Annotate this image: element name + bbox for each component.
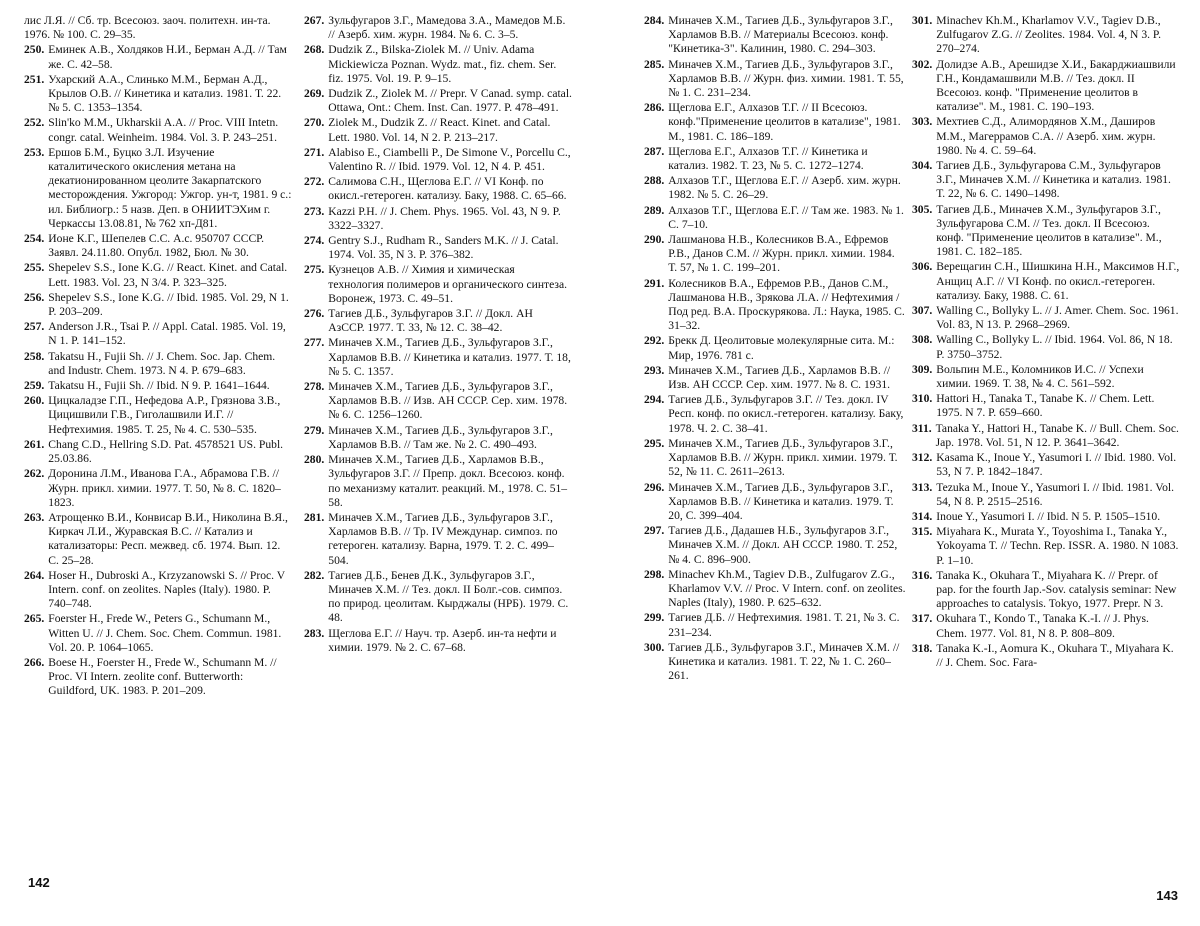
reference-number: 260.: [24, 394, 45, 408]
reference-entry: [24, 116, 292, 144]
reference-text: Тагиев Д.Б., Миначев Х.М., Зульфугаров З.Г., Зульфугарова С.М. // Тез. докл. II Всесоюз. конф. "Применение цеолитов в катализе". М., 1981. С. 182–185.: [936, 202, 1162, 259]
reference-entry: [24, 569, 292, 612]
reference-number: 253.: [24, 145, 45, 159]
reference-text: лис Л.Я. // Сб. тр. Всесоюз. заоч. политехн. ин-та. 1976. № 100. С. 29–35.: [24, 14, 271, 42]
reference-number: 298.: [644, 567, 665, 581]
reference-text: Hattori H., Tanaka T., Tanabe K. // Chem. Lett. 1975. N 7. P. 659–660.: [936, 392, 1155, 420]
reference-entry: [644, 204, 906, 232]
reference-text: Tanaka K., Okuhara T., Miyahara K. // Prepr. of pap. for the fourth Jap.-Sov. catalysis seminar: New approaches to catalysis. Tokyo, 1977. Prepr. N 3.: [936, 568, 1177, 611]
reference-number: 284.: [644, 14, 665, 27]
reference-entry: [304, 336, 572, 379]
reference-text: Алхазов Т.Г., Щеглова Е.Г. // Там же. 1983. № 1. С. 7–10.: [668, 203, 904, 231]
reference-text: Миначев Х.М., Тагиев Д.Б., Зульфугаров З.Г., Харламов В.В. // Изв. АН СССР. Сер. хим. 1978. № 6. С. 1256–1260.: [328, 380, 568, 422]
reference-number: 292.: [644, 334, 665, 348]
reference-entry: [304, 43, 572, 86]
reference-number: 263.: [24, 510, 45, 524]
reference-entry: [644, 481, 906, 524]
reference-text: Minachev Kh.M., Kharlamov V.V., Tagiev D.B., Zulfugarov Z.G. // Zeolites. 1984. Vol. 4, N 3. P. 270–274.: [936, 14, 1161, 56]
reference-entry: [24, 656, 292, 699]
reference-number: 277.: [304, 336, 325, 350]
reference-number: 285.: [644, 57, 665, 71]
reference-entry: [912, 203, 1180, 260]
reference-number: 258.: [24, 349, 45, 363]
reference-text: Minachev Kh.M., Tagiev D.B., Zulfugarov Z.G., Kharlamov V.V. // Proc. V Intern. conf. on zeolites. Naples (Italy), 1980. P. 625–632.: [668, 567, 906, 610]
reference-number: 267.: [304, 14, 325, 27]
reference-entry: [644, 174, 906, 202]
reference-number: 275.: [304, 263, 325, 277]
reference-number: 313.: [912, 480, 933, 494]
reference-text: Зульфугаров З.Г., Мамедова З.А., Мамедов М.Б. // Азерб. хим. журн. 1984. № 6. С. 3–5.: [328, 14, 566, 42]
reference-text: Alabiso E., Ciambelli P., De Simone V., Porcellu C., Valentino R. // Ibid. 1979. Vol. 12, N 4. P. 451.: [328, 145, 571, 174]
reference-entry: [644, 334, 906, 362]
reference-column-3: [644, 14, 906, 684]
page-number-right: 143: [1156, 888, 1178, 903]
reference-number: 281.: [304, 510, 325, 524]
reference-number: 282.: [304, 568, 325, 582]
reference-number: 289.: [644, 203, 665, 217]
reference-entry: [304, 234, 572, 262]
reference-text: Щеглова Е.Г., Алхазов Т.Г. // II Всесоюз. конф."Применение цеолитов в катализе", 1981. М., 1981. С. 186–189.: [668, 101, 901, 143]
reference-text: Миначев Х.М., Тагиев Д.Б., Зульфугаров З.Г., Харламов В.В. // Кинетика и катализ. 1979. Т. 20, С. 399–404.: [668, 480, 894, 522]
reference-text: Щеглова Е.Г., Алхазов Т.Г. // Кинетика и катализ. 1982. Т. 23, № 5. С. 1272–1274.: [668, 144, 868, 173]
reference-text: Миначев Х.М., Тагиев Д.Б., Зульфугаров З.Г., Харламов В.В. // Тр. IV Междунар. симпоз. по гетероген. катализу. Варна, 1979. Т. 2. С. 499–504.: [328, 510, 558, 567]
reference-number: 269.: [304, 87, 325, 101]
reference-text: Миначев Х.М., Тагиев Д.Б., Зульфугаров З.Г., Харламов В.В. // Материалы Всесоюз. конф. "Кинетика-3". Калинин, 1980. С. 294–303.: [668, 14, 893, 56]
reference-number: 257.: [24, 320, 45, 334]
reference-number: 252.: [24, 116, 45, 130]
reference-text: Верещагин С.Н., Шишкина Н.Н., Максимов Н.Г., Анщиц А.Г. // VI Конф. по окисл.-гетероген. катализу. Баку, 1988. С. 61.: [936, 260, 1180, 302]
reference-number: 276.: [304, 307, 325, 321]
reference-text: Slin'ko M.M., Ukharskii A.A. // Proc. VIII Intetn. congr. catal. Weinheim. 1984. Vol. 3. P. 243–251.: [48, 116, 279, 144]
reference-entry: [24, 467, 292, 510]
reference-entry: [912, 525, 1180, 568]
reference-entry: [304, 511, 572, 568]
reference-text: Takatsu H., Fujii Sh. // J. Chem. Soc. Jap. Chem. and Industr. Chem. 1973. N 4. P. 679–683.: [48, 349, 276, 377]
reference-entry: [912, 304, 1180, 332]
reference-number: 296.: [644, 480, 665, 494]
reference-number: 300.: [644, 640, 665, 654]
reference-text: Алхазов Т.Г., Щеглова Е.Г. // Азерб. хим. журн. 1982. № 5. С. 26–29.: [668, 174, 901, 202]
reference-number: 312.: [912, 451, 933, 465]
reference-number: 283.: [304, 626, 325, 640]
reference-text: Okuhara T., Kondo T., Tanaka K.-I. // J. Phys. Chem. 1977. Vol. 81, N 8. P. 808–809.: [936, 612, 1149, 640]
reference-entry: [24, 14, 292, 42]
reference-text: Kasama K., Inoue Y., Yasumori I. // Ibid. 1980. Vol. 53, N 7. P. 1842–1847.: [936, 451, 1177, 479]
reference-entry: [644, 14, 906, 57]
reference-text: Anderson J.R., Tsai P. // Appl. Catal. 1985. Vol. 19, N 1. P. 141–152.: [48, 320, 286, 348]
reference-number: 301.: [912, 14, 933, 27]
reference-entry: [644, 364, 906, 392]
reference-number: 293.: [644, 363, 665, 377]
reference-text: Миначев Х.М., Тагиев Д.Б., Харламов В.В., Зульфугаров З.Г. // Препр. докл. Всесоюз. конф. по механизму каталит. реакций. М., 1978. С. 51–58.: [328, 453, 568, 509]
reference-entry: [644, 393, 906, 436]
reference-text: Колесников В.А., Ефремов Р.В., Данов С.М., Лашманова Н.В., Зрякова Л.А. // Нефтехимия / Под ред. В.А. Проскурякова. Л.: Наука, 1985. С. 31–32.: [668, 276, 905, 333]
reference-entry: [24, 291, 292, 319]
reference-text: Миначев Х.М., Тагиев Д.Б., Зульфугаров З.Г., Харламов В.В. // Кинетика и катализ. 1977. Т. 18, № 5. С. 1357.: [328, 336, 571, 378]
reference-number: 314.: [912, 509, 933, 523]
reference-text: Shepelev S.S., Ione K.G. // Ibid. 1985. Vol. 29, N 1. P. 203–209.: [48, 290, 289, 319]
reference-text: Tezuka M., Inoue Y., Yasumori I. // Ibid. 1981. Vol. 54, N 8. P. 2515–2516.: [936, 480, 1175, 508]
reference-number: 280.: [304, 453, 325, 467]
reference-entry: [304, 175, 572, 203]
reference-entry: [304, 263, 572, 306]
reference-number: 294.: [644, 393, 665, 407]
reference-text: Ухарский А.А., Слинько М.М., Берман А.Д., Крылов О.В. // Кинетика и катализ. 1981. Т. 22. № 5. С. 1353–1354.: [48, 72, 282, 115]
reference-text: Ионе К.Г., Шепелев С.С. А.с. 950707 СССР. Заявл. 24.11.80. Опубл. 1982, Бюл. № 30.: [48, 232, 265, 260]
reference-text: Тагиев Д.Б., Зульфугаров З.Г., Миначев Х.М. // Кинетика и катализ. 1981. Т. 22, № 1. С. 260–261.: [668, 640, 900, 683]
reference-number: 288.: [644, 174, 665, 188]
reference-text: Еминек А.В., Холдяков Н.И., Берман А.Д. // Там же. С. 42–58.: [48, 43, 287, 71]
reference-text: Kazzi P.H. // J. Chem. Phys. 1965. Vol. 43, N 9. P. 3322–3327.: [328, 204, 561, 232]
reference-number: 315.: [912, 525, 933, 539]
reference-text: Walling C., Bollyky L. // J. Amer. Chem. Soc. 1961. Vol. 83, N 13. P. 2968–2969.: [936, 304, 1179, 332]
reference-entry: [24, 612, 292, 655]
reference-number: 299.: [644, 611, 665, 625]
reference-text: Щеглова Е.Г. // Науч. тр. Азерб. ин-та нефти и химии. 1979. № 2. С. 67–68.: [328, 626, 557, 654]
reference-entry: [912, 333, 1180, 361]
reference-number: 279.: [304, 423, 325, 437]
reference-entry: [644, 437, 906, 480]
reference-entry: [304, 205, 572, 233]
reference-entry: [24, 350, 292, 378]
reference-number: 278.: [304, 380, 325, 394]
reference-text: Gentry S.J., Rudham R., Sanders M.K. // J. Catal. 1974. Vol. 35, N 3. P. 376–382.: [328, 234, 559, 262]
reference-entry: [304, 627, 572, 655]
reference-entry: [644, 568, 906, 611]
reference-entry: [24, 394, 292, 437]
reference-text: Hoser H., Dubroski A., Krzyzanowski S. // Proc. V Intern. conf. on zeolites. Naples (Italy). 1980. P. 740–748.: [48, 568, 285, 611]
right-page: [600, 0, 1200, 926]
reference-number: 261.: [24, 437, 45, 451]
reference-text: Takatsu H., Fujii Sh. // Ibid. N 9. P. 1641–1644.: [48, 379, 270, 393]
reference-number: 273.: [304, 204, 325, 218]
reference-entry: [304, 307, 572, 335]
reference-number: 309.: [912, 362, 933, 376]
reference-entry: [24, 146, 292, 231]
reference-entry: [24, 320, 292, 348]
reference-text: Цицкаладзе Г.П., Нефедова А.Р., Грязнова З.В., Цицишвили Г.В., Гиголашвили И.Г. // Нефтехимия. 1985. Т. 25, № 4. С. 530–535.: [48, 394, 281, 436]
reference-text: Лашманова Н.В., Колесников В.А., Ефремов Р.В., Данов С.М. // Журн. прикл. химии. 1984. Т. 57, № 1. С. 199–201.: [668, 233, 895, 275]
reference-entry: [24, 73, 292, 116]
reference-text: Миначев Х.М., Тагиев Д.Б., Зульфугаров З.Г., Харламов В.В. // Там же. № 2. С. 490–493.: [328, 423, 553, 451]
reference-entry: [912, 58, 1180, 115]
reference-entry: [644, 611, 906, 639]
reference-column-4: [912, 14, 1180, 671]
reference-entry: [24, 379, 292, 393]
reference-entry: [912, 363, 1180, 391]
reference-entry: [912, 14, 1180, 57]
reference-entry: [24, 232, 292, 260]
page-number-left: 142: [28, 875, 50, 890]
reference-text: Вольпин М.Е., Коломников И.С. // Успехи химии. 1969. Т. 38, № 4. С. 561–592.: [936, 362, 1144, 391]
reference-text: Ершов Б.М., Буцко З.Л. Изучение каталитического окисления метана на декатионированном цеолите Закарпатского месторождения. Ужгород: Ужгор. ун-т, 1981. 9 с.: ил. Библиогр.: 5 назв. Деп. в ОНИИТЭХим г. Черкассы 13.08.81, № 762 хп-Д81.: [48, 145, 292, 230]
reference-text: Салимова С.Н., Щеглова Е.Г. // VI Конф. по окисл.-гетероген. катализу. Баку, 1988. С. 65–66.: [328, 175, 567, 203]
reference-entry: [912, 422, 1180, 450]
reference-text: Dudzik Z., Ziolek M. // Prepr. V Canad. symp. catal. Ottawa, Ont.: Chem. Inst. Can. 1977. P. 478–491.: [328, 87, 572, 115]
reference-text: Доронина Л.М., Иванова Г.А., Абрамова Г.В. // Журн. прикл. химии. 1977. Т. 50, № 8. С. 1820–1823.: [48, 467, 281, 509]
reference-number: 316.: [912, 568, 933, 582]
reference-entry: [304, 424, 572, 452]
reference-text: Миначев Х.М., Тагиев Д.Б., Зульфугаров З.Г., Харламов В.В. // Журн. прикл. химии. 1979. Т. 52, № 11. С. 2611–2613.: [668, 436, 898, 479]
reference-entry: [644, 58, 906, 101]
reference-number: 272.: [304, 175, 325, 189]
reference-number: 290.: [644, 233, 665, 247]
reference-entry: [644, 641, 906, 684]
reference-entry: [24, 511, 292, 568]
reference-entry: [644, 145, 906, 173]
reference-text: Брекк Д. Цеолитовые молекулярные сита. М.: Мир, 1976. 781 с.: [668, 334, 895, 362]
reference-text: Inoue Y., Yasumori I. // Ibid. N 5. P. 1505–1510.: [936, 509, 1161, 523]
reference-entry: [304, 87, 572, 115]
reference-text: Walling C., Bollyky L. // Ibid. 1964. Vol. 86, N 18. P. 3750–3752.: [936, 333, 1173, 361]
reference-entry: [912, 260, 1180, 303]
reference-text: Тагиев Д.Б., Зульфугаров З.Г. // Докл. АН АзССР. 1977. Т. 33, № 12. С. 38–42.: [328, 307, 533, 335]
reference-text: Мехтиев С.Д., Алимордянов Х.М., Даширов М.М., Магеррамов С.А. // Азерб. хим. журн. 1980. № 4. С. 59–64.: [936, 115, 1156, 157]
reference-number: 254.: [24, 232, 45, 246]
reference-text: Тагиев Д.Б. // Нефтехимия. 1981. Т. 21, № 3. С. 231–234.: [668, 611, 900, 639]
reference-text: Ziolek M., Dudzik Z. // React. Kinet. and Catal. Lett. 1980. Vol. 14, N 2. P. 213–217.: [328, 116, 551, 144]
reference-number: 264.: [24, 568, 45, 582]
reference-number: 317.: [912, 612, 933, 626]
reference-number: 251.: [24, 72, 45, 86]
reference-text: Тагиев Д.Б., Дадашев Н.Б., Зульфугаров З.Г., Миначев Х.М. // Докл. АН СССР. 1980. Т. 252, № 4. С. 896–900.: [668, 524, 898, 566]
reference-number: 295.: [644, 436, 665, 450]
reference-number: 255.: [24, 261, 45, 275]
reference-number: 305.: [912, 202, 933, 216]
reference-entry: [912, 569, 1180, 612]
reference-entry: [24, 438, 292, 466]
reference-number: 310.: [912, 392, 933, 406]
reference-number: 286.: [644, 101, 665, 115]
reference-number: 304.: [912, 159, 933, 173]
reference-number: 311.: [912, 421, 932, 435]
reference-entry: [304, 14, 572, 42]
reference-entry: [644, 524, 906, 567]
reference-number: 291.: [644, 276, 665, 290]
reference-text: Тагиев Д.Б., Зульфугарова С.М., Зульфугаров З.Г., Миначев Х.М. // Кинетика и катализ. 1981. Т. 22, № 6. С. 1490–1498.: [936, 159, 1171, 201]
reference-entry: [304, 569, 572, 626]
reference-entry: [912, 451, 1180, 479]
reference-text: Dudzik Z., Bilska-Ziolek M. // Univ. Adama Mickiewicza Poznan. Wydz. mat., fiz. chem. Ser. fiz. 1975. Vol. 19. P. 9–15.: [328, 43, 557, 85]
reference-number: 259.: [24, 379, 45, 393]
reference-number: 318.: [912, 641, 933, 655]
reference-number: 302.: [912, 57, 933, 71]
reference-text: Тагиев Д.Б., Зульфугаров З.Г. // Тез. докл. IV Респ. конф. по окисл.-гетероген. катализу. Баку, 1978. Ч. 2. С. 38–41.: [668, 393, 904, 435]
reference-number: 271.: [304, 145, 325, 159]
reference-entry: [304, 453, 572, 510]
reference-number: 270.: [304, 116, 325, 130]
reference-entry: [644, 277, 906, 334]
reference-entry: [912, 642, 1180, 670]
reference-text: Долидзе А.В., Арешидзе Х.И., Бакарджиашвили Г.Н., Кондамашвили М.В. // Тез. докл. II Всесоюз. конф. "Применение цеолитов в катализе". М., 1981. С. 190–193.: [936, 57, 1176, 114]
reference-number: 274.: [304, 234, 325, 248]
reference-number: 265.: [24, 612, 45, 626]
reference-text: Boese H., Foerster H., Frede W., Schumann M. // Proc. VI Intern. zeolite conf. Butterworth: Guildford, UK. 1983. P. 201–209.: [48, 655, 277, 698]
reference-entry: [912, 481, 1180, 509]
reference-text: Tanaka K.-I., Aomura K., Okuhara T., Miyahara K. // J. Chem. Soc. Fara-: [936, 641, 1174, 669]
reference-text: Shepelev S.S., Ione K.G. // React. Kinet. and Catal. Lett. 1983. Vol. 23, N 3/4. P. 323–325.: [48, 261, 288, 289]
reference-column-2: [304, 14, 572, 656]
reference-text: Chang C.D., Hellring S.D. Pat. 4578521 US. Publ. 25.03.86.: [48, 437, 284, 466]
reference-number: 268.: [304, 43, 325, 57]
reference-number: 256.: [24, 290, 45, 304]
reference-entry: [304, 146, 572, 174]
reference-number: 287.: [644, 144, 665, 158]
reference-entry: [304, 380, 572, 423]
reference-entry: [912, 612, 1180, 640]
reference-text: Миначев Х.М., Тагиев Д.Б., Харламов В.В. // Изв. АН СССР. Сер. хим. 1977. № 8. С. 1931.: [668, 363, 891, 392]
reference-entry: [24, 43, 292, 71]
reference-text: Tanaka Y., Hattori H., Tanabe K. // Bull. Chem. Soc. Jap. 1978. Vol. 51, N 12. P. 3641–3642.: [935, 421, 1179, 449]
reference-entry: [912, 115, 1180, 158]
reference-entry: [644, 233, 906, 276]
reference-text: Miyahara K., Murata Y., Toyoshima I., Tanaka Y., Yokoyama T. // Techn. Rep. ISSR. A. 1980. N 1083. P. 1–10.: [936, 525, 1179, 567]
reference-column-1: [24, 14, 292, 700]
reference-number: 297.: [644, 524, 665, 538]
reference-text: Foerster H., Frede W., Peters G., Schumann M., Witten U. // J. Chem. Soc. Chem. Commun. 1981. Vol. 20. P. 1064–1065.: [48, 612, 282, 654]
reference-number: 307.: [912, 304, 933, 318]
reference-number: 250.: [24, 43, 45, 57]
reference-number: 306.: [912, 260, 933, 274]
reference-number: 266.: [24, 655, 45, 669]
reference-text: Кузнецов А.В. // Химия и химическая технология полимеров и органического синтеза. Воронеж, 1973. С. 49–51.: [328, 263, 568, 305]
reference-entry: [912, 510, 1180, 524]
reference-number: 303.: [912, 115, 933, 129]
reference-text: Тагиев Д.Б., Бенев Д.К., Зульфугаров З.Г., Миначев Х.М. // Тез. докл. II Болг.-сов. симпоз. по природ. цеолитам. Кырджалы (НРБ). 1979. С. 48.: [328, 568, 569, 625]
reference-number: 262.: [24, 467, 45, 481]
reference-entry: [912, 159, 1180, 202]
reference-text: Атрощенко В.И., Конвисар В.И., Николина В.Я., Киркач Л.И., Журавская В.С. // Катализ и катализаторы: Респ. межвед. сб. 1974. Вып. 12. С. 25–28.: [48, 510, 288, 567]
reference-text: Миначев Х.М., Тагиев Д.Б., Зульфугаров З.Г., Харламов В.В. // Журн. физ. химии. 1981. Т. 55, № 1. С. 231–234.: [668, 57, 904, 100]
reference-entry: [304, 116, 572, 144]
reference-entry: [912, 392, 1180, 420]
reference-entry: [644, 101, 906, 144]
reference-entry: [24, 261, 292, 289]
reference-number: 308.: [912, 333, 933, 347]
